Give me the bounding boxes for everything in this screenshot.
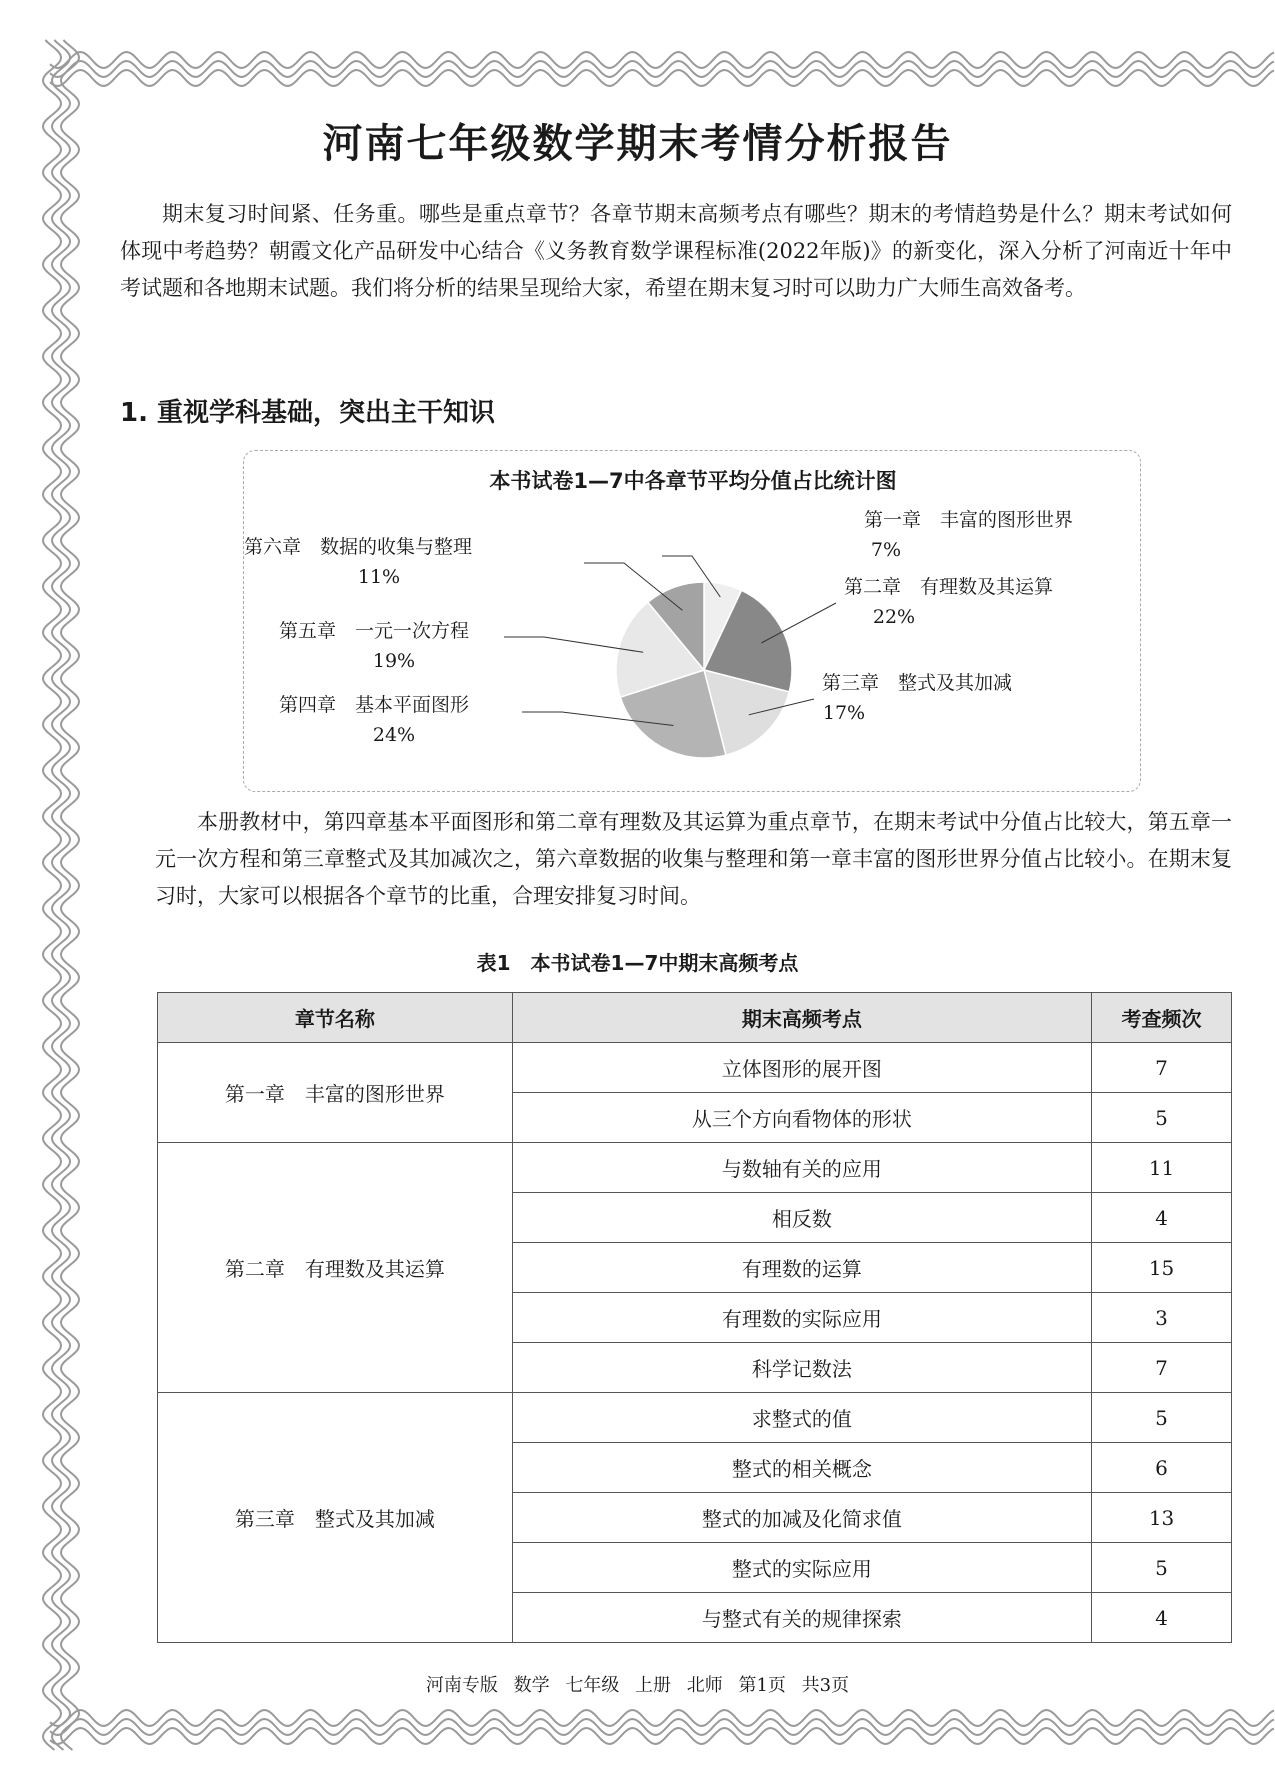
header-chapter: 章节名称 <box>158 993 513 1043</box>
chapter-cell: 第二章 有理数及其运算 <box>158 1143 513 1393</box>
pie-label-5: 第五章 一元一次方程 <box>279 620 470 642</box>
border-wave-left <box>43 40 61 1750</box>
pie-chart <box>244 451 1142 793</box>
exam-point-cell: 科学记数法 <box>512 1343 1091 1393</box>
exam-point-cell: 整式的相关概念 <box>512 1443 1091 1493</box>
exam-point-cell: 与数轴有关的应用 <box>512 1143 1091 1193</box>
frequency-cell: 15 <box>1092 1243 1232 1293</box>
frequency-cell: 5 <box>1092 1543 1232 1593</box>
chapter-cell: 第三章 整式及其加减 <box>158 1393 513 1643</box>
pie-label-4: 第四章 基本平面图形 <box>279 694 470 716</box>
table-row <box>158 1043 1232 1093</box>
exam-point-cell: 与整式有关的规律探索 <box>512 1593 1091 1643</box>
frequency-cell: 13 <box>1092 1493 1232 1543</box>
pie-value-label-4: 24% <box>372 724 416 746</box>
page-footer: 河南专版 数学 七年级 上册 北师 第1页 共3页 <box>425 1675 850 1696</box>
header-count: 考查频次 <box>1092 993 1232 1043</box>
pie-chart-panel <box>243 450 1141 792</box>
frequency-cell: 4 <box>1092 1193 1232 1243</box>
pie-value-label-5: 19% <box>372 650 416 672</box>
exam-point-cell: 求整式的值 <box>512 1393 1091 1443</box>
pie-value-label-3: 17% <box>822 702 866 724</box>
pie-value-label-2: 22% <box>872 606 916 628</box>
exam-point-cell: 整式的实际应用 <box>512 1543 1091 1593</box>
exam-point-cell: 相反数 <box>512 1193 1091 1243</box>
border-wave-bottom <box>50 1710 1274 1726</box>
intro-paragraph: 期末复习时间紧、任务重。哪些是重点章节？各章节期末高频考点有哪些？期末的考情趋势是什么？期末考试如何体现中考趋势？朝霞文化产品研发中心结合《义务教育数学课程标准(2022年版)》的新变化，深入分析了河南近十年中考试题和各地期末试题。我们将分析的结果呈现给大家，希望在期末复习时可以助力广大师生高效备考。 <box>120 202 1232 300</box>
pie-value-label-6: 11% <box>357 566 401 588</box>
header-point: 期末高频考点 <box>512 993 1091 1043</box>
exam-point-cell: 整式的加减及化简求值 <box>512 1493 1091 1543</box>
border-wave-top <box>50 52 1274 68</box>
table-row <box>158 1393 1232 1443</box>
frequency-table <box>157 992 1232 1643</box>
frequency-cell: 3 <box>1092 1293 1232 1343</box>
table-header-row <box>158 993 1232 1043</box>
section-heading-1: 1. 重视学科基础，突出主干知识 <box>120 398 496 428</box>
chapter-cell: 第一章 丰富的图形世界 <box>158 1043 513 1143</box>
summary-paragraph: 本册教材中，第四章基本平面图形和第二章有理数及其运算为重点章节，在期末考试中分值占比较大，第五章一元一次方程和第三章整式及其加减次之，第六章数据的收集与整理和第一章丰富的图形世界分值占比较小。在期末复习时，大家可以根据各个章节的比重，合理安排复习时间。 <box>155 810 1232 908</box>
frequency-cell: 11 <box>1092 1143 1232 1193</box>
table-row <box>158 1143 1232 1193</box>
frequency-cell: 5 <box>1092 1393 1232 1443</box>
pie-label-2: 第二章 有理数及其运算 <box>844 576 1054 598</box>
exam-point-cell: 有理数的实际应用 <box>512 1293 1091 1343</box>
pie-label-6: 第六章 数据的收集与整理 <box>244 536 473 558</box>
frequency-cell: 7 <box>1092 1043 1232 1093</box>
pie-label-3: 第三章 整式及其加减 <box>822 672 1013 694</box>
frequency-cell: 7 <box>1092 1343 1232 1393</box>
frequency-cell: 5 <box>1092 1093 1232 1143</box>
frequency-cell: 4 <box>1092 1593 1232 1643</box>
exam-point-cell: 立体图形的展开图 <box>512 1043 1091 1093</box>
exam-point-cell: 有理数的运算 <box>512 1243 1091 1293</box>
chart-title: 本书试卷1—7中各章节平均分值占比统计图 <box>489 469 897 493</box>
pie-value-label-1: 7% <box>870 539 902 561</box>
page-title: 河南七年级数学期末考情分析报告 <box>322 121 953 167</box>
exam-point-cell: 从三个方向看物体的形状 <box>512 1093 1091 1143</box>
frequency-cell: 6 <box>1092 1443 1232 1493</box>
table-caption: 表1 本书试卷1—7中期末高频考点 <box>476 951 799 975</box>
pie-label-1: 第一章 丰富的图形世界 <box>864 509 1074 531</box>
